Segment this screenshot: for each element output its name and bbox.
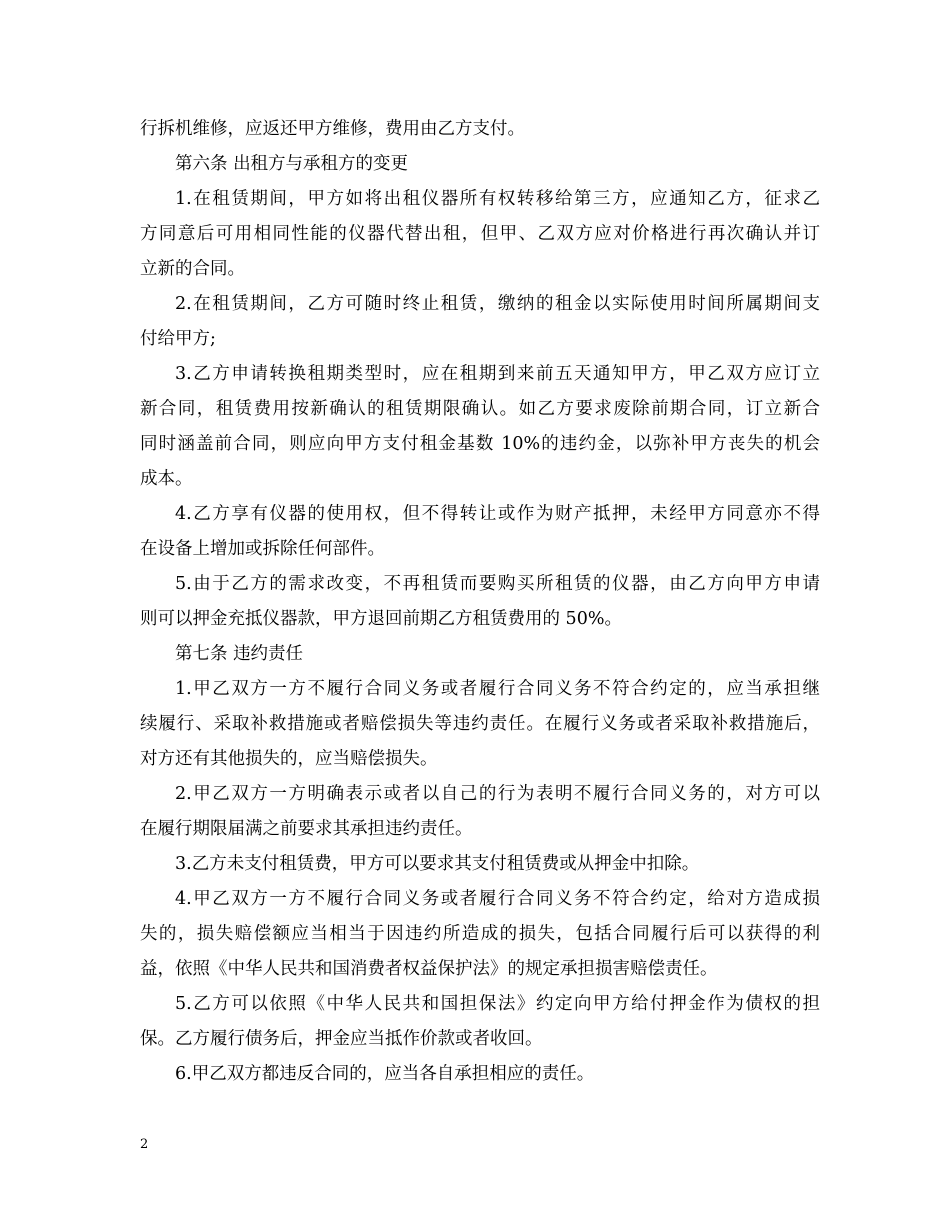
text-line: 续履行、采取补救措施或者赔偿损失等违约责任。在履行义务或者采取补救措施后， — [140, 714, 820, 734]
text-line: 付给甲方; — [140, 329, 216, 349]
text-line: 在履行期限届满之前要求其承担违约责任。 — [140, 819, 473, 839]
text-line: 第七条 违约责任 — [175, 644, 304, 664]
text-line: 2.甲乙双方一方明确表示或者以自己的行为表明不履行合同义务的，对方可以 — [175, 784, 820, 804]
text-line: 5.由于乙方的需求改变，不再租赁而要购买所租赁的仪器，由乙方向甲方申请 — [175, 574, 820, 594]
text-line: 方同意后可用相同性能的仪器代替出租，但甲、乙双方应对价格进行再次确认并订 — [140, 224, 820, 244]
text-line: 1.在租赁期间，甲方如将出租仪器所有权转移给第三方，应通知乙方，征求乙 — [175, 189, 820, 209]
text-line: 4.甲乙双方一方不履行合同义务或者履行合同义务不符合约定，给对方造成损 — [175, 889, 820, 909]
text-line: 益，依照《中华人民共和国消费者权益保护法》的规定承担损害赔偿责任。 — [140, 959, 718, 979]
text-line: 对方还有其他损失的，应当赔偿损失。 — [140, 749, 438, 769]
text-line: 保。乙方履行债务后，押金应当抵作价款或者收回。 — [140, 1029, 543, 1049]
text-line: 立新的合同。 — [140, 259, 245, 279]
text-line: 成本。 — [140, 469, 193, 489]
text-line: 同时涵盖前合同，则应向甲方支付租金基数 10%的违约金，以弥补甲方丧失的机会 — [140, 434, 820, 454]
text-line: 第六条 出租方与承租方的变更 — [175, 154, 409, 174]
text-line: 在设备上增加或拆除任何部件。 — [140, 539, 385, 559]
text-line: 则可以押金充抵仪器款，甲方退回前期乙方租赁费用的 50%。 — [140, 609, 622, 629]
text-line: 2.在租赁期间，乙方可随时终止租赁，缴纳的租金以实际使用时间所属期间支 — [175, 294, 820, 314]
text-line: 失的，损失赔偿额应当相当于因违约所造成的损失，包括合同履行后可以获得的利 — [140, 924, 820, 944]
text-line: 5.乙方可以依照《中华人民共和国担保法》约定向甲方给付押金作为债权的担 — [175, 994, 820, 1014]
text-line: 4.乙方享有仪器的使用权，但不得转让或作为财产抵押，未经甲方同意亦不得 — [175, 504, 820, 524]
text-line: 6.甲乙双方都违反合同的，应当各自承担相应的责任。 — [175, 1064, 595, 1084]
text-line: 1.甲乙双方一方不履行合同义务或者履行合同义务不符合约定的，应当承担继 — [175, 679, 820, 699]
text-line: 3.乙方未支付租赁费，甲方可以要求其支付租赁费或从押金中扣除。 — [175, 854, 700, 874]
text-line: 3.乙方申请转换租期类型时，应在租期到来前五天通知甲方，甲乙双方应订立 — [175, 364, 820, 384]
text-line: 行拆机维修，应返还甲方维修，费用由乙方支付。 — [140, 119, 525, 139]
document-body — [140, 112, 820, 1092]
text-line: 新合同，租赁费用按新确认的租赁期限确认。如乙方要求废除前期合同，订立新合 — [140, 399, 820, 419]
page-number: 2 — [140, 1137, 149, 1152]
